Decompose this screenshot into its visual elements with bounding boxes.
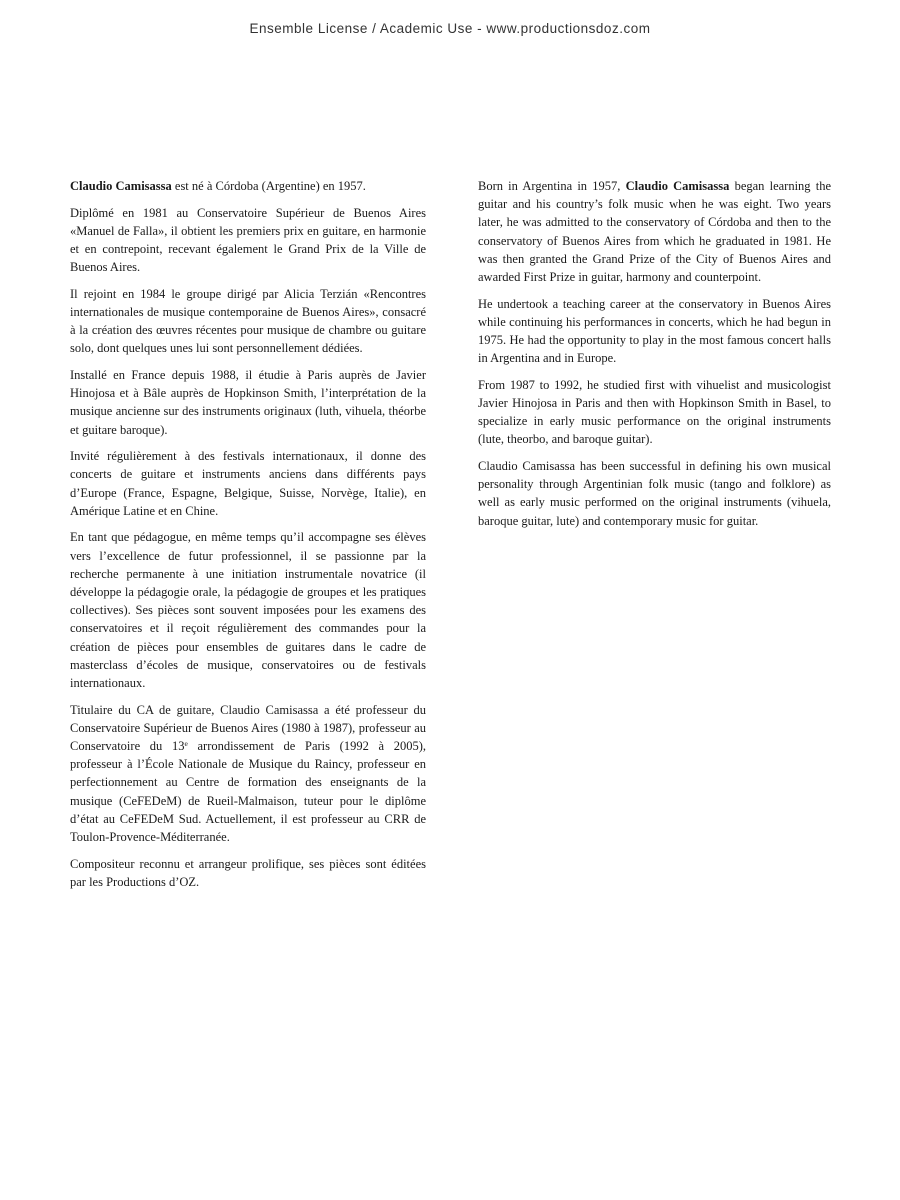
- ordinal-superscript: e: [184, 739, 188, 749]
- french-paragraph-7-before: Titulaire du CA de guitare, Claudio Camisassa a été professeur du Conservatoire Supérieur de Buenos Aires (1980 à 1987), professeur au Conservatoire du 13: [70, 702, 426, 754]
- french-paragraph-4: Installé en France depuis 1988, il étudie à Paris auprès de Javier Hinojosa et à Bâle auprès de Hopkinson Smith, l’interprétation de la musique ancienne sur des instruments originaux (luth, vihuela, théorbe et guitare baroque).: [70, 368, 426, 437]
- french-paragraph-7: [70, 701, 426, 847]
- english-paragraph-1-after: began learning the guitar and his country’s folk music when he was eight. Two years later, he was admitted to the conservatory of Córdoba and then to the conservatory of Buenos Aires from which he graduated in 1981. He was then granted the Grand Prize of the City of Buenos Aires and awarded First Prize in guitar, harmony and counterpoint.: [478, 179, 832, 285]
- french-paragraph-6: En tant que pédagogue, en même temps qu’il accompagne ses élèves vers l’excellence de futur professionnel, il se passionne par la recherche permanente à une initiation instrumentale novatrice (il développe la pédagogie orale, la pédagogie de groupes et les pratiques collectives). Ses pièces sont souvent imposées pour les examens des conservatoires et il reçoit régulièrement des commandes pour la création de pièces pour ensembles de guitares dans le cadre de masterclass d’écoles de musique, conservatoires ou de festivals internationaux.: [70, 530, 426, 691]
- french-paragraph-3: Il rejoint en 1984 le groupe dirigé par Alicia Terzián «Rencontres internationales de musique contemporaine de Buenos Aires», consacré à la création des œuvres récentes pour musique de chambre ou guitare solo, dont quelques unes lui sont personnellement dédiées.: [70, 286, 426, 356]
- english-paragraph-4: Claudio Camisassa has been successful in defining his own musical personality through Argentinian folk music (tango and folklore) as well as early music performed on the original instruments (vihuela, baroque guitar, lute) and contemporary music for guitar.: [478, 459, 831, 528]
- french-paragraph-2: Diplômé en 1981 au Conservatoire Supérieur de Buenos Aires «Manuel de Falla», il obtient les premiers prix en guitare, en harmonie et en contrepoint, recevant également le Grand Prix de la Ville de Buenos Aires.: [70, 205, 426, 275]
- composer-name-bold: Claudio Camisassa: [625, 179, 730, 193]
- english-paragraph-3: From 1987 to 1992, he studied first with vihuelist and musicologist Javier Hinojosa in Paris and then with Hopkinson Smith in Basel, to specialize in early music performance on the original instruments (lute, theorbo, and baroque guitar).: [478, 377, 831, 447]
- english-paragraph-1-before: Born in Argentina in 1957,: [478, 179, 626, 193]
- french-paragraph-1-text: est né à Córdoba (Argentine) en 1957.: [171, 179, 366, 193]
- french-paragraph-1: [70, 177, 426, 195]
- french-paragraph-7-after: arrondissement de Paris (1992 à 2005), professeur à l’École Nationale de Musique du Raincy, professeur en perfectionnement au Centre de formation des enseignants de la musique (CeFEDeM) de Rueil-Malmaison, tuteur pour le diplôme d’état au CeFEDeM Sud. Actuellement, il est professeur au CRR de Toulon-Provence-Méditerranée.: [70, 739, 426, 845]
- english-paragraph-2: He undertook a teaching career at the conservatory in Buenos Aires while continuing his performances in concerts, which he had begun in 1975. He had the opportunity to play in the most famous concert halls in Argentina and in Europe.: [478, 296, 831, 366]
- english-biography-column: [478, 177, 831, 538]
- english-paragraph-1: [478, 177, 831, 286]
- composer-name-bold: Claudio Camisassa: [70, 179, 172, 193]
- french-biography-column: [70, 177, 426, 899]
- french-paragraph-8: Compositeur reconnu et arrangeur prolifique, ses pièces sont éditées par les Productions d’OZ.: [70, 856, 426, 889]
- french-paragraph-5: Invité régulièrement à des festivals internationaux, il donne des concerts de guitare et instruments anciens dans différents pays d’Europe (France, Espagne, Belgique, Suisse, Norvège, Italie), en Amérique Latine et en Chine.: [70, 449, 426, 518]
- license-header: Ensemble License / Academic Use - www.productionsdoz.com: [249, 21, 651, 36]
